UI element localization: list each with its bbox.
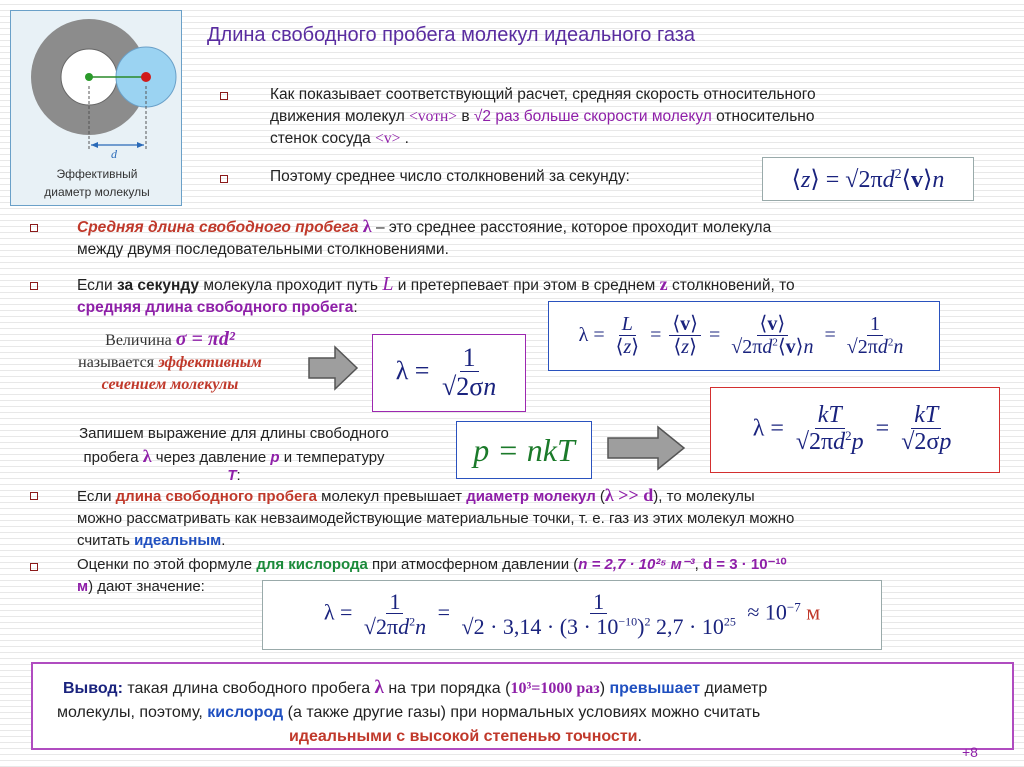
figure-caption-line2: диаметр молекулы (44, 185, 150, 199)
conclusion-text4: (а также другие газы) при нормальных условиях можно считать (287, 704, 761, 721)
b1-walls: стенок сосуда (270, 130, 371, 147)
conclusion-close: ) (599, 680, 606, 697)
pressure-line1: Запишем выражение для длины свободного (79, 425, 389, 442)
b1-line3 (270, 128, 1010, 150)
formula-p-nkT (456, 421, 592, 479)
bullet-2-text: Поэтому среднее число столкновений за секунду: (270, 168, 630, 185)
b6-d: d = 3 · 10⁻¹⁰ (702, 556, 787, 573)
b5-then: ), то молекулы (653, 488, 755, 505)
sigma-formula: σ = πd² (175, 328, 235, 350)
b3-lambda: λ (362, 216, 372, 236)
arrow-right-icon (307, 345, 359, 391)
b6-give: ) дают значение: (88, 578, 205, 595)
lambda-kT-text: λ = $\frac{kT}{√2\pi d^2p}$ = $\frac{kT}{√2\sigma p}$ (752, 402, 952, 456)
b4-if: Если (77, 277, 113, 294)
conclusion-text1: такая длина свободного пробега (127, 680, 371, 697)
b5-ideal: идеальным (134, 532, 222, 549)
p-nkT-text: p = nkT (473, 431, 575, 468)
b5-exceeds: молекул превышает (321, 488, 463, 505)
b3-def: – это среднее расстояние, которое проходит молекула (375, 219, 772, 236)
sigma-value-word: Величина (105, 332, 172, 349)
page-number: +8 (962, 744, 978, 760)
b4-path: молекула проходит путь (203, 277, 378, 294)
b5-if: Если (77, 488, 112, 505)
b5-dot: . (221, 532, 226, 549)
conclusion-oxygen: кислород (207, 704, 284, 721)
bullet-marker (30, 224, 38, 232)
bullet-1-text (270, 84, 1010, 150)
b6-line1 (77, 554, 1017, 576)
formula-z-text: ⟨z⟩ = $√2\pi d^2⟨v⟩n$ (791, 166, 945, 193)
molecule-diagram (10, 10, 182, 206)
bullet-marker (220, 175, 228, 183)
sigma-called: называется (78, 354, 155, 371)
pressure-note (24, 423, 444, 483)
b6-comma: , (694, 556, 699, 573)
conclusion-exceeds: превышает (609, 680, 701, 697)
bullet-marker (220, 92, 228, 100)
conclusion-line3 (57, 725, 988, 749)
b5-term: длина свободного пробега (115, 488, 317, 505)
b1-sqrt2: √2 раз больше скорости молекул (473, 108, 712, 125)
lambda-chain-text: λ = $\frac{L}{⟨z⟩}$ = $\frac{⟨v⟩}{⟨z⟩}$ = $\frac{⟨v⟩}{√2\pi d^2⟨v⟩n}$ = $\frac{1}{√2\pi d^2n}$ (578, 312, 904, 358)
estimate-text: λ = $\frac{1}{√2\pi d^2n}$ = $\frac{1}{√2 \cdot 3,14 \cdot (3 \cdot 10^{-10})^2 2,7 \cdot 10^{25}}$ ≈ $10^{-7}$ м (323, 589, 821, 640)
b4-per-second: за секунду (116, 277, 199, 294)
pressure-lambda: λ (142, 446, 152, 466)
conclusion-line2 (57, 701, 988, 725)
bullet-5-text (77, 484, 1017, 552)
conclusion-box (31, 662, 1014, 750)
pressure-line3 (24, 469, 444, 483)
b5-line2: можно рассматривать как невзаимодействующие материальные точки, т. е. газ из этих молекул можно (77, 510, 795, 527)
pressure-colon: : (236, 467, 241, 484)
sigma-note (40, 328, 300, 396)
pressure-T: T (227, 467, 237, 484)
pressure-temp: и температуру (283, 449, 385, 466)
b4-term: средняя длина свободного пробега (77, 299, 354, 316)
b5-relation: λ >> d (604, 485, 654, 505)
pressure-p: p (270, 449, 280, 466)
b1-in: в (461, 108, 470, 125)
figure-caption-line1: Эффективный (56, 167, 138, 181)
b1-text: движения молекул (270, 108, 405, 125)
lambda-sigma-text: λ = $\frac{1}{√2\sigma n}$ (395, 342, 497, 402)
sigma-line2 (40, 352, 300, 374)
bullet-marker (30, 563, 38, 571)
b5-line1 (77, 484, 1017, 508)
conclusion-ideal: идеальными с высокой степенью точности (289, 728, 638, 745)
b1-dot: . (404, 130, 409, 147)
b3-line1 (77, 215, 997, 239)
pressure-line2 (24, 445, 444, 469)
page-title: Длина свободного пробега молекул идеального газа (207, 24, 696, 46)
conclusion-lambda: λ (374, 677, 384, 698)
b6-n: n = 2,7 · 10²⁵ м⁻³ (578, 556, 695, 573)
formula-lambda-sigma (372, 334, 526, 412)
b3-line2: между двумя последовательными столкновениями. (77, 241, 449, 258)
conclusion-dot: . (637, 728, 642, 745)
b1-vrel: <vотн> (409, 108, 458, 125)
b4-z: z (659, 274, 668, 294)
molecule-diagram-graphic (11, 11, 183, 161)
b5-diameter: диаметр молекул (466, 488, 596, 505)
sigma-effective: эффективным (158, 354, 262, 371)
bullet-marker (30, 282, 38, 290)
formula-z (762, 157, 974, 201)
b1-line2 (270, 106, 1010, 128)
conclusion-line1 (57, 676, 988, 701)
b4-colon: : (353, 299, 358, 316)
b5-line3 (77, 530, 1017, 552)
formula-estimate (262, 580, 882, 650)
conclusion-label: Вывод: (63, 680, 123, 697)
b4-line1 (77, 273, 1007, 297)
conclusion-diameter: диаметр (704, 680, 768, 697)
conclusion-1000: 10³=1000 раз (510, 680, 600, 697)
bullet-marker (30, 492, 38, 500)
b3-term: Средняя длина свободного пробега (77, 219, 359, 236)
b4-undergoes: и претерпевает при этом в среднем (397, 277, 656, 294)
pressure-path: пробега (83, 449, 139, 466)
b6-atm: при атмосферном давлении ( (372, 556, 579, 573)
diameter-label: d (111, 147, 117, 161)
conclusion-text3: молекулы, поэтому, (57, 704, 203, 721)
conclusion-text2: на три порядка ( (388, 680, 511, 697)
b6-estimates: Оценки по этой формуле (77, 556, 253, 573)
b6-m: м (77, 578, 89, 595)
sigma-line3: сечением молекулы (101, 376, 239, 393)
arrow-right-icon (606, 425, 686, 471)
bullet-3-text (77, 215, 997, 261)
b5-open: ( (599, 488, 605, 505)
b1-rel: относительно (716, 108, 815, 125)
b6-oxygen: для кислорода (256, 556, 368, 573)
formula-lambda-chain (548, 301, 940, 371)
formula-lambda-kT (710, 387, 1000, 473)
pressure-via: через давление (155, 449, 267, 466)
b1-line1: Как показывает соответствующий расчет, средняя скорость относительного (270, 86, 816, 103)
sigma-line1 (40, 328, 300, 352)
b5-consider: считать (77, 532, 130, 549)
b4-L: L (382, 273, 394, 295)
b1-v: <v> (375, 130, 401, 147)
b4-collisions: столкновений, то (671, 277, 795, 294)
